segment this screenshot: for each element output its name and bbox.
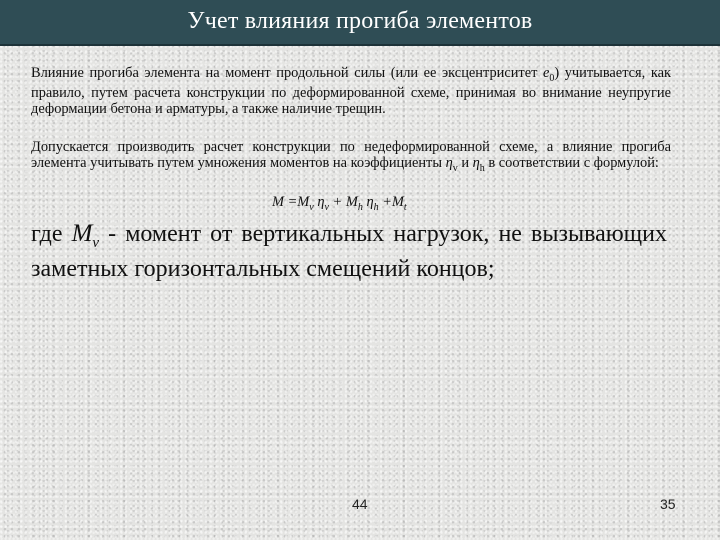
- formula-sub5: t: [403, 201, 407, 213]
- e-symbol: e: [542, 65, 550, 81]
- page-number-right: 35: [660, 496, 676, 512]
- definition-prefix: где: [31, 221, 72, 247]
- eta-symbol-v: η: [445, 154, 453, 171]
- paragraph-deflection-influence: [31, 66, 671, 117]
- formula-part1: M =M: [272, 194, 310, 210]
- formula-part4: η: [362, 194, 374, 210]
- definition-mv: [31, 221, 667, 282]
- paragraph2-text: Допускается производить расчет конструкции по недеформированной схеме, а влияние прогиба элемента учитывать путем умножения моментов на коэффициенты: [31, 139, 671, 171]
- mv-letter: M: [71, 220, 93, 247]
- eta-symbol-h: η: [472, 154, 480, 171]
- eta-subscript-v: v: [452, 162, 458, 174]
- paragraph-undeformed-scheme: [31, 140, 671, 176]
- paragraph2-text-after: в соответствии с формулой:: [484, 154, 659, 171]
- paragraph1-text-after: ) учитывается, как правило, путем расчета конструкции по деформированной схеме, принимая во внимание неупругие деформации бетона и арматуры, а также наличие трещин.: [31, 65, 671, 117]
- formula-part5: +M: [378, 194, 404, 210]
- definition-text: - момент от вертикальных нагрузок, не вызывающих заметных горизонтальных смещений концов;: [31, 221, 667, 282]
- paragraph2-and: и: [457, 154, 473, 171]
- moment-formula: [272, 194, 407, 213]
- page-number-left: 44: [352, 496, 368, 512]
- title-bar: [0, 0, 720, 46]
- formula-sub4: h: [373, 201, 379, 213]
- formula-sub3: h: [357, 201, 363, 213]
- paragraph1-text: Влияние прогиба элемента на момент продольной силы (или ее эксцентриситет: [31, 65, 543, 81]
- formula-part3: + M: [328, 194, 358, 210]
- eta-subscript-h: h: [479, 162, 485, 174]
- e-subscript: 0: [549, 72, 555, 84]
- mv-symbol: [71, 220, 100, 251]
- formula-sub2: v: [324, 201, 329, 213]
- formula-part2: η: [313, 194, 325, 210]
- slide-title: Учет влияния прогиба элементов: [187, 8, 533, 34]
- mv-subscript: v: [92, 235, 100, 251]
- formula-sub1: v: [309, 201, 314, 213]
